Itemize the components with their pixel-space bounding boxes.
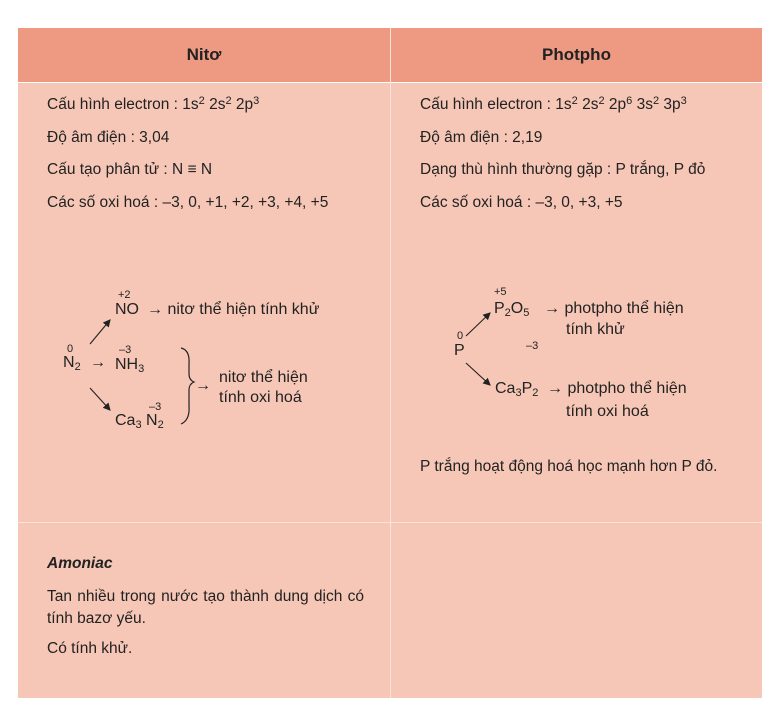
- n-oxidizing-line2: tính oxi hoá: [219, 389, 302, 406]
- header-nitrogen-label: Nitơ: [186, 45, 222, 64]
- ca3p2-formula: $Ca_3P_2$: [495, 380, 539, 399]
- oxidizing-arrow: →: [195, 377, 211, 394]
- p2o5-text-line2: tính khử: [566, 321, 625, 338]
- p-element: P: [454, 342, 465, 359]
- ca3n2-formula: $Ca_3$ $N_2$: [115, 412, 164, 431]
- ca3n2-ox-number: –3: [149, 401, 162, 413]
- n-structure: Cấu tạo phân tử : N ≡ N: [47, 161, 213, 178]
- comparison-table: [18, 28, 762, 698]
- ca3p2-text-line1: → photpho thể hiện: [547, 380, 687, 397]
- row-divider: [18, 522, 762, 523]
- p-reactivity-note: P trắng hoạt động hoá học mạnh hơn P đỏ.: [420, 458, 718, 475]
- n-electronegativity: Độ âm điện : 3,04: [47, 129, 170, 146]
- ca3p2-text-line2: tính oxi hoá: [566, 403, 649, 420]
- ca3p2-ox-number: –3: [526, 340, 539, 352]
- ammonia-title: Amoniac: [47, 555, 113, 572]
- n-oxidizing-line1: nitơ thể hiện: [219, 369, 308, 386]
- p-electron-config: Cấu hình electron : $1s^2$ $2s^2$ $2p^6$ $3s^2$ $3p^3$: [420, 95, 687, 113]
- no-ox-number: +2: [118, 289, 131, 301]
- p-oxidation-states: Các số oxi hoá : –3, 0, +3, +5: [420, 194, 623, 211]
- header-phosphorus-label: Photpho: [542, 45, 611, 64]
- nh3-ox-number: –3: [119, 344, 132, 356]
- n2-formula: $N_2$: [63, 354, 81, 373]
- no-reducing-text: → nitơ thể hiện tính khử: [147, 301, 320, 318]
- p-ox-number: 0: [457, 330, 464, 342]
- p2o5-text-line1: → photpho thể hiện: [544, 300, 684, 317]
- ammonia-reducing: Có tính khử.: [47, 640, 133, 657]
- n2-nh3-arrow: →: [90, 354, 106, 371]
- n2-ox-number: 0: [67, 343, 74, 355]
- nh3-formula: $NH_3$: [115, 356, 145, 375]
- no-formula: NO: [115, 301, 139, 318]
- p2o5-ox-number: +5: [494, 286, 507, 298]
- p-allotropes: Dạng thù hình thường gặp : P trắng, P đỏ: [420, 161, 706, 178]
- phosphorus-arrows: [18, 28, 762, 522]
- n-electron-config: Cấu hình electron : $1s^2$ $2s^2$ $2p^3$: [47, 95, 260, 113]
- p-electronegativity: Độ âm điện : 2,19: [420, 129, 543, 146]
- ammonia-description: Tan nhiều trong nước tạo thành dung dịch có tính bazơ yếu.: [47, 588, 364, 627]
- p2o5-formula: $P_2O_5$: [494, 300, 530, 319]
- n-oxidation-states: Các số oxi hoá : –3, 0, +1, +2, +3, +4, +5: [47, 194, 329, 211]
